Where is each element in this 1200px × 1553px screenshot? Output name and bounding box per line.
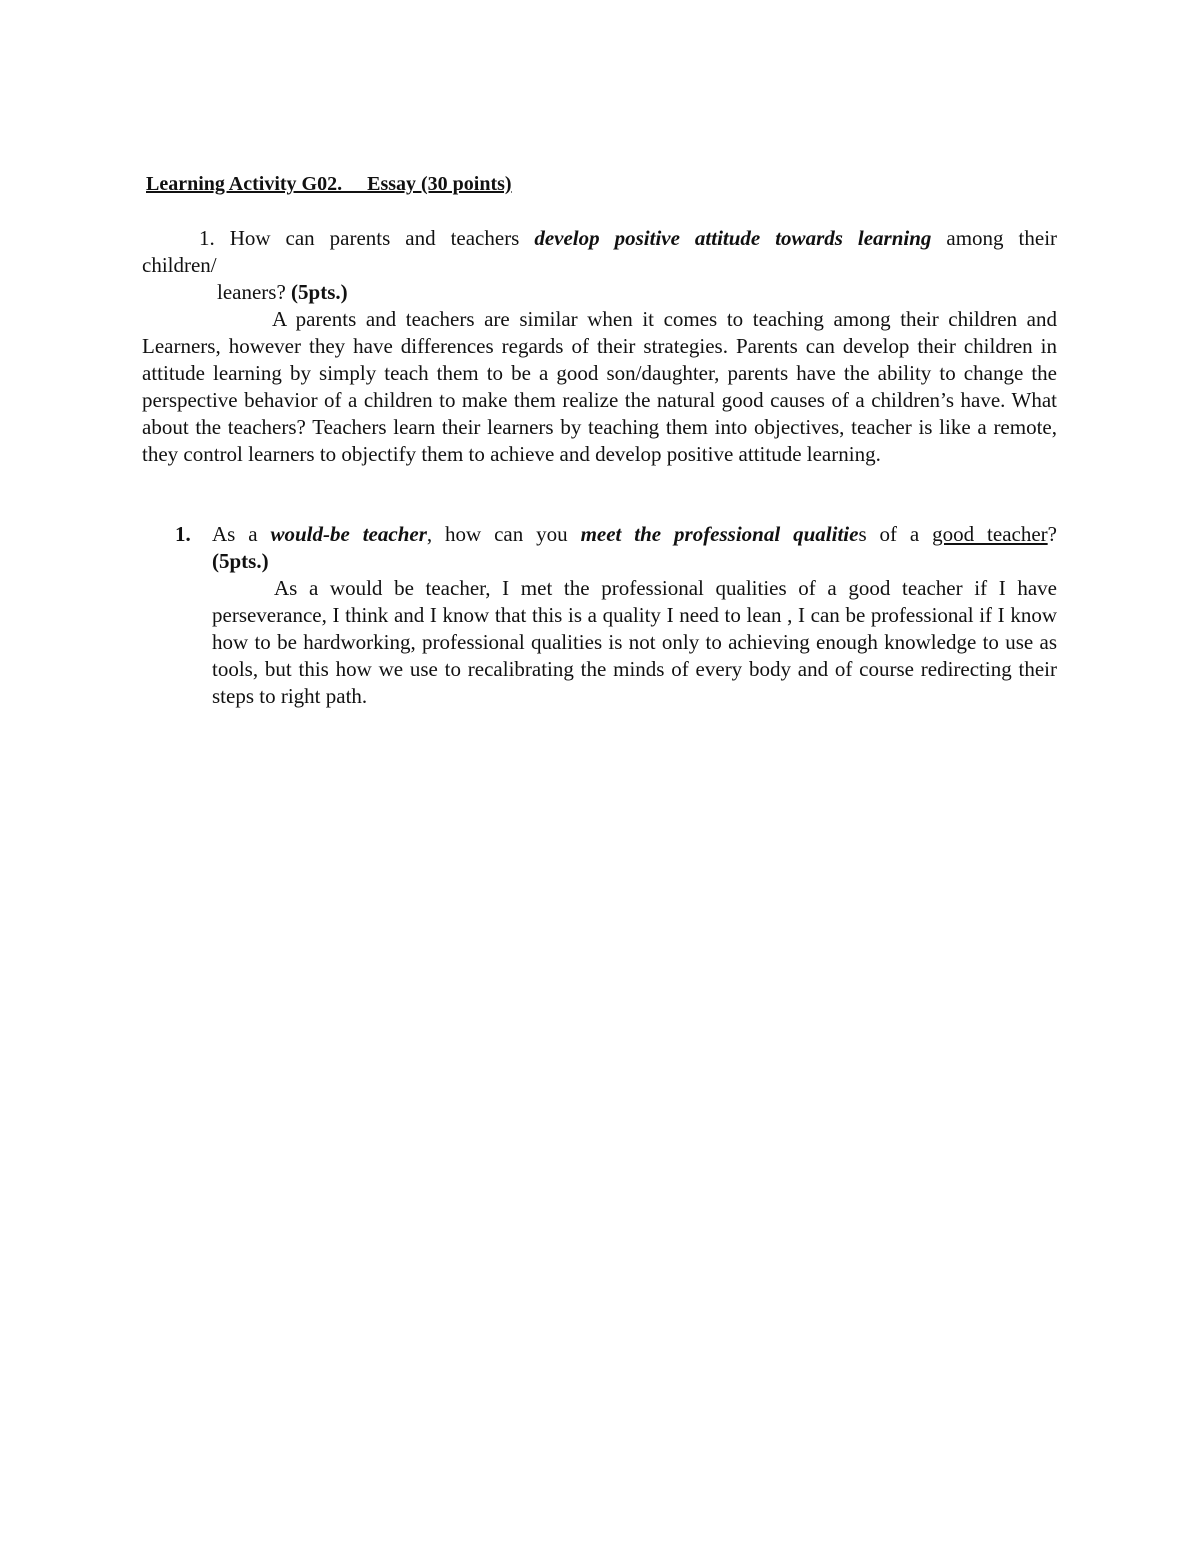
page-title: Learning Activity G02. Essay (30 points) <box>146 173 512 195</box>
question-1-suffix: among their <box>946 226 1058 250</box>
question-2-line <box>212 521 1057 548</box>
question-1-line-2: children/ <box>142 253 217 277</box>
question-1-points: (5pts.) <box>291 280 348 304</box>
question-2-points: (5pts.) <box>212 549 269 573</box>
question-2-emphasis-1: would-be teacher <box>270 522 427 546</box>
answer-2: As a would be teacher, I met the professional qualities of a good teacher if I have perseverance, I think and I know that this is a quality I need to lean , I can be professional if I know how to be hardworking, professional qualities is not only to achieving enough knowledge to use as tools, but this how we use to recalibrating the minds of every body and of course redirecting their steps to right path. <box>212 576 1057 708</box>
question-2 <box>175 521 1057 710</box>
question-1-line-3-text: leaners? <box>217 280 286 304</box>
question-2-underlined: good teacher <box>932 522 1048 546</box>
question-2-part-1: As a <box>212 522 258 546</box>
answer-1: A parents and teachers are similar when it comes to teaching among their children and Learners, however they have differences regards of their strategies. Parents can develop their children in attitude learning by simply teach them to be a good son/daughter, parents have the ability to change the perspective behavior of a children to make them realize the natural good causes of a children’s have. What about the teachers? Teachers learn their learners by teaching them into objectives, teacher is like a remote, they control learners to objectify them to achieve and develop positive attitude learning. <box>142 307 1057 466</box>
question-2-part-3: s of a <box>858 522 920 546</box>
question-1-emphasis: develop positive attitude towards learning <box>534 226 932 250</box>
question-1-prefix: How can parents and teachers <box>229 226 520 250</box>
question-2-body <box>212 521 1057 710</box>
question-1-line-3 <box>142 279 1057 306</box>
question-1-line <box>142 225 1057 252</box>
question-2-emphasis-2: meet the professional qualitie <box>580 522 859 546</box>
question-1 <box>142 225 1057 306</box>
question-2-part-4: ? <box>1047 522 1057 546</box>
question-1-number: 1. <box>199 226 215 250</box>
question-2-number: 1. <box>175 522 191 546</box>
question-2-part-2: , how can you <box>426 522 568 546</box>
